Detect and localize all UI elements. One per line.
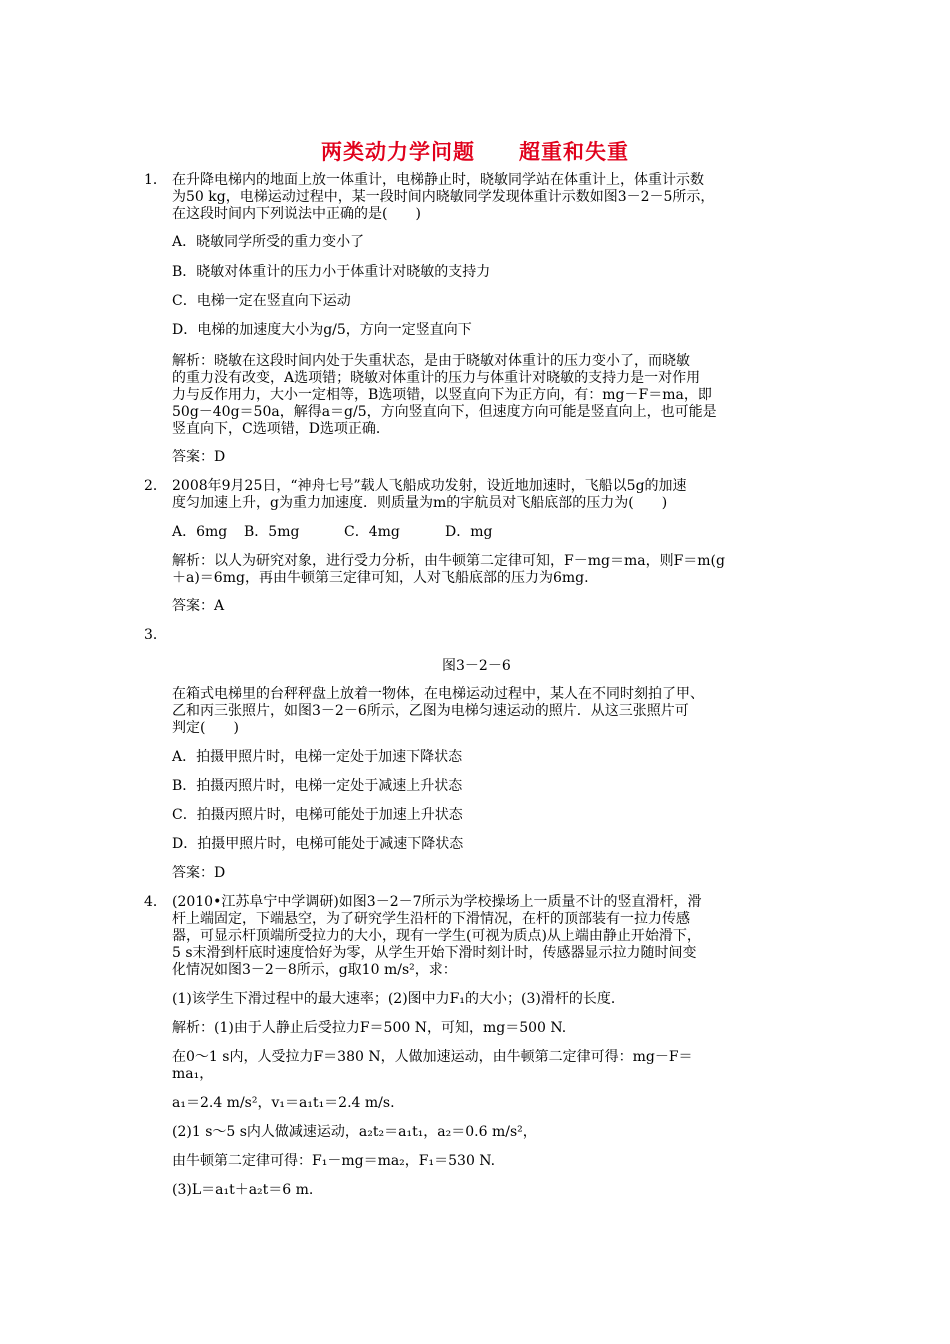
q2-analysis-line: 解析：以人为研究对象，进行受力分析，由牛顿第二定律可知，F－mg＝ma，则F＝m(g	[172, 553, 725, 569]
q4-analysis-line: ma₁，	[172, 1066, 214, 1082]
q3-option-b: B．拍摄丙照片时，电梯一定处于减速上升状态	[172, 778, 463, 794]
page-title: 两类动力学问题 超重和失重	[321, 139, 629, 164]
q1-analysis-line: 50g－40g＝50a，解得a＝g/5，方向竖直向下，但速度方向可能是竖直向上，也可能是	[172, 404, 717, 420]
q4-analysis-line: a₁＝2.4 m/s²，v₁＝a₁t₁＝2.4 m/s.	[172, 1095, 395, 1111]
q2-option-a: A．6mg	[172, 524, 228, 540]
q3-option-a: A．拍摄甲照片时，电梯一定处于加速下降状态	[172, 749, 463, 765]
q1-analysis-line: 力与反作用力，大小一定相等，B选项错，以竖直向下为正方向，有：mg－F＝ma，即	[172, 387, 712, 403]
q1-stem-line: 为50 kg，电梯运动过程中，某一段时间内晓敏同学发现体重计示数如图3－2－5所示，	[172, 189, 715, 205]
q4-stem-line: 器，可显示杆顶端所受拉力的大小，现有一学生(可视为质点)从上端由静止开始滑下，	[172, 928, 701, 944]
q4-stem-line: (2010•江苏阜宁中学调研)如图3－2－7所示为学校操场上一质量不计的竖直滑杆，滑	[172, 894, 702, 910]
q2-option-d: D．mg	[445, 524, 493, 540]
q1-stem-line: 在升降电梯内的地面上放一体重计，电梯静止时，晓敏同学站在体重计上，体重计示数	[172, 172, 704, 188]
q4-analysis-line: 解析：(1)由于人静止后受拉力F＝500 N，可知，mg＝500 N.	[172, 1020, 567, 1036]
q3-answer: 答案：D	[172, 865, 226, 881]
q3-stem-line: 在箱式电梯里的台秤秤盘上放着一物体，在电梯运动过程中，某人在不同时刻拍了甲、	[172, 686, 704, 702]
q4-analysis-line: 在0～1 s内，人受拉力F＝380 N，人做加速运动，由牛顿第二定律可得：mg－F＝	[172, 1049, 693, 1065]
q2-stem-line: 2008年9月25日，“神舟七号”载人飞船成功发射，设近地加速时，飞船以5g的加速	[172, 478, 687, 494]
q1-option-c: C．电梯一定在竖直向下运动	[172, 293, 351, 309]
q4-stem-line: 杆上端固定，下端悬空，为了研究学生沿杆的下滑情况，在杆的顶部装有一拉力传感	[172, 911, 690, 927]
q4-analysis-line: (2)1 s～5 s内人做减速运动，a₂t₂＝a₁t₁，a₂＝0.6 m/s²，	[172, 1124, 537, 1140]
q4-number: 4．	[144, 894, 167, 910]
q2-answer: 答案：A	[172, 598, 225, 614]
q4-subquestions: (1)该学生下滑过程中的最大速率；(2)图中力F₁的大小；(3)滑杆的长度．	[172, 991, 625, 1007]
q3-option-c: C．拍摄丙照片时，电梯可能处于加速上升状态	[172, 807, 463, 823]
q3-figure-caption: 图3－2－6	[442, 658, 511, 674]
q2-analysis-line: ＋a)＝6mg，再由牛顿第三定律可知，人对飞船底部的压力为6mg.	[172, 570, 589, 586]
q4-analysis-line: 由牛顿第二定律可得：F₁－mg＝ma₂，F₁＝530 N.	[172, 1153, 496, 1169]
q1-option-b: B．晓敏对体重计的压力小于体重计对晓敏的支持力	[172, 264, 491, 280]
q2-number: 2．	[144, 478, 167, 494]
q3-number: 3．	[144, 627, 167, 643]
q1-option-a: A．晓敏同学所受的重力变小了	[172, 234, 365, 250]
q1-answer: 答案：D	[172, 449, 226, 465]
q3-option-d: D．拍摄甲照片时，电梯可能处于减速下降状态	[172, 836, 464, 852]
q1-analysis-line: 解析：晓敏在这段时间内处于失重状态，是由于晓敏对体重计的压力变小了，而晓敏	[172, 353, 690, 369]
q4-analysis-line: (3)L＝a₁t＋a₂t＝6 m.	[172, 1182, 314, 1198]
q1-stem-line: 在这段时间内下列说法中正确的是( )	[172, 206, 421, 222]
q3-stem-line: 判定( )	[172, 720, 239, 736]
q1-number: 1．	[144, 172, 167, 188]
q3-stem-line: 乙和丙三张照片，如图3－2－6所示，乙图为电梯匀速运动的照片．从这三张照片可	[172, 703, 689, 719]
q1-option-d: D．电梯的加速度大小为g/5，方向一定竖直向下	[172, 322, 472, 338]
q4-stem-line: 5 s末滑到杆底时速度恰好为零，从学生开始下滑时刻计时，传感器显示拉力随时间变	[172, 945, 697, 961]
q4-stem-line: 化情况如图3－2－8所示，g取10 m/s²，求：	[172, 962, 457, 978]
q2-option-c: C．4mg	[344, 524, 400, 540]
q1-analysis-line: 竖直向下，C选项错，D选项正确．	[172, 421, 390, 437]
q2-option-b: B．5mg	[244, 524, 300, 540]
q1-analysis-line: 的重力没有改变，A选项错；晓敏对体重计的压力与体重计对晓敏的支持力是一对作用	[172, 370, 701, 386]
q2-stem-line: 度匀加速上升，g为重力加速度．则质量为m的宇航员对飞船底部的压力为( )	[172, 495, 668, 511]
